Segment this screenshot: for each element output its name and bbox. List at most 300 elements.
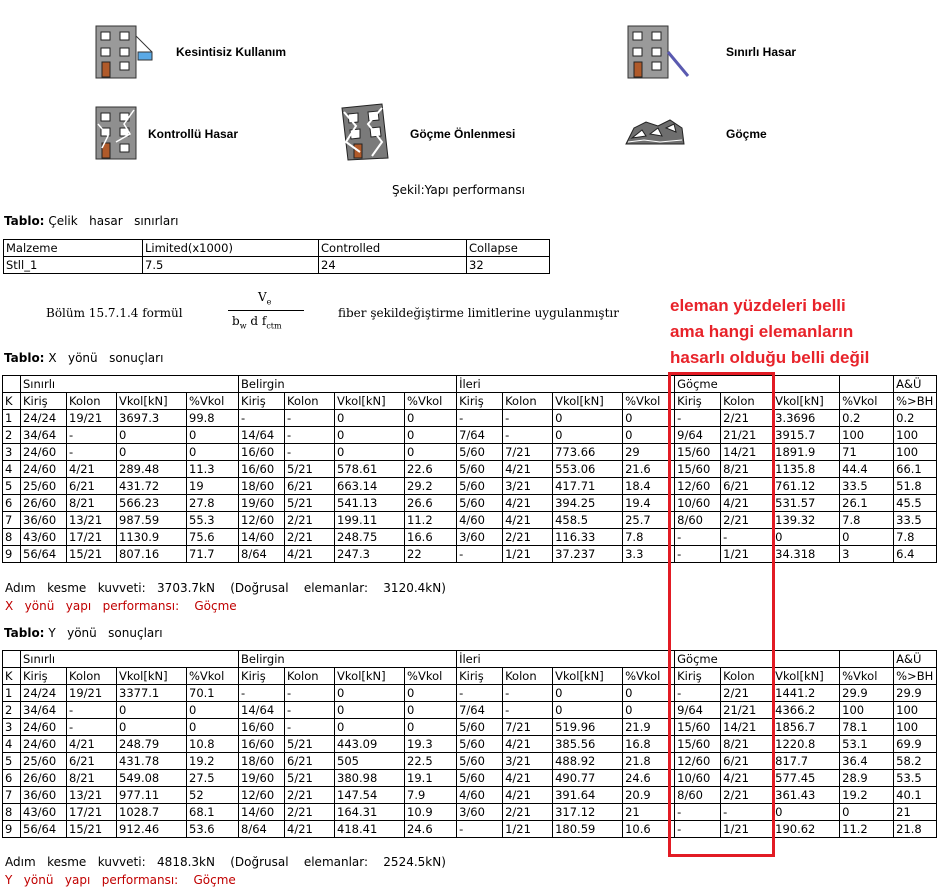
table-cell: -	[285, 427, 335, 444]
table-cell: 51.8	[894, 478, 937, 495]
table-row	[3, 495, 937, 512]
gocme-highlight-box	[668, 372, 775, 857]
table-cell: -	[457, 685, 503, 702]
table-header-cell: Vkol[kN]	[553, 393, 623, 410]
table-cell: 4/21	[503, 495, 553, 512]
table-cell: 0	[335, 702, 405, 719]
table-cell: 0	[335, 444, 405, 461]
formula-denominator-w: w	[239, 321, 247, 331]
table-header-cell: Kolon	[503, 668, 553, 685]
table-cell: 247.3	[335, 546, 405, 563]
table-cell: 5/60	[457, 461, 503, 478]
table-cell: 4/60	[457, 512, 503, 529]
table-cell: 24.6	[623, 770, 675, 787]
table-header-cell: Kiriş	[457, 393, 503, 410]
table-cell: -	[285, 719, 335, 736]
table-cell: 21.8	[623, 753, 675, 770]
table-cell: 19.3	[405, 736, 457, 753]
table-cell: 100	[894, 719, 937, 736]
table-cell: 3/60	[457, 804, 503, 821]
table-cell: 0.2	[894, 410, 937, 427]
table-cell: 317.12	[553, 804, 623, 821]
table-cell: 912.46	[117, 821, 187, 838]
group-header-cell: İleri	[457, 376, 675, 393]
table-cell: 5/60	[457, 478, 503, 495]
annotation-line-3: hasarlı olduğu belli değil	[670, 348, 870, 367]
group-header-cell: Göçme	[675, 376, 773, 393]
table-header-cell: %Vkol	[405, 393, 457, 410]
table-cell: 1441.2	[773, 685, 840, 702]
table-cell: 44.4	[840, 461, 894, 478]
table-cell: 1	[3, 410, 21, 427]
formula-numerator-sub: e	[266, 297, 272, 307]
table-cell: 22	[405, 546, 457, 563]
table-cell: 987.59	[117, 512, 187, 529]
x-table-title-text: X yönü sonuçları	[48, 351, 164, 365]
table-cell: 7/64	[457, 427, 503, 444]
table-cell: 5/21	[285, 495, 335, 512]
table-cell: 9/64	[675, 702, 721, 719]
table-cell: 11.2	[405, 512, 457, 529]
table-cell: 458.5	[553, 512, 623, 529]
table-cell: 391.64	[553, 787, 623, 804]
table-cell: 26.6	[405, 495, 457, 512]
table-header-row	[4, 240, 550, 257]
table-header-cell: Kiriş	[675, 668, 721, 685]
building-controlled-damage-icon	[94, 104, 146, 162]
table-cell: 248.79	[117, 736, 187, 753]
table-cell: 29	[623, 444, 675, 461]
table-cell: 431.72	[117, 478, 187, 495]
table-cell: 37.237	[553, 546, 623, 563]
table-cell: 380.98	[335, 770, 405, 787]
table-row	[3, 719, 937, 736]
table-cell: -	[67, 427, 117, 444]
table-header-cell: Kolon	[285, 393, 335, 410]
table-cell: 71	[840, 444, 894, 461]
table-cell: -	[675, 804, 721, 821]
table-cell: 6/21	[67, 478, 117, 495]
table-cell: 43/60	[21, 804, 67, 821]
table-cell: 8/21	[67, 495, 117, 512]
table-cell: -	[239, 685, 285, 702]
table-cell: 1/21	[503, 546, 553, 563]
table-cell: 9	[3, 821, 21, 838]
x-performance-result: X yönü yapı performansı: Göçme	[5, 599, 237, 613]
table-cell: 519.96	[553, 719, 623, 736]
table-cell: 2/21	[285, 804, 335, 821]
table-header-cell: Kolon	[67, 668, 117, 685]
table-header-cell: Kolon	[503, 393, 553, 410]
table-header-cell: %Vkol	[623, 393, 675, 410]
table-cell: 10/60	[675, 770, 721, 787]
table-cell: 4366.2	[773, 702, 840, 719]
table-cell: 14/21	[721, 444, 773, 461]
formula-numerator	[258, 290, 271, 306]
y-direction-results-table	[2, 650, 937, 838]
table-row	[3, 702, 937, 719]
table-cell: 773.66	[553, 444, 623, 461]
table-cell: 7.9	[405, 787, 457, 804]
table-cell: 4/21	[67, 461, 117, 478]
table-cell: -	[67, 702, 117, 719]
table-cell: 14/21	[721, 719, 773, 736]
table-cell: 21.9	[623, 719, 675, 736]
table-cell: 21	[623, 804, 675, 821]
table-cell: -	[503, 410, 553, 427]
table-cell: 6	[3, 495, 21, 512]
table-header-cell: %Vkol	[187, 668, 239, 685]
table-cell: 21.8	[894, 821, 937, 838]
table-cell: 0	[117, 427, 187, 444]
table-cell: 2	[3, 702, 21, 719]
table-cell: 8/21	[721, 461, 773, 478]
table-row	[3, 685, 937, 702]
table-cell: 29.9	[894, 685, 937, 702]
table-cell: 34.318	[773, 546, 840, 563]
table-header-cell: Vkol[kN]	[335, 393, 405, 410]
table-cell: 3/21	[503, 478, 553, 495]
table-header-cell: %>BH	[894, 393, 937, 410]
table-cell: 566.23	[117, 495, 187, 512]
table-cell: 0	[773, 529, 840, 546]
table-header-cell: Collapse	[467, 240, 550, 257]
table-cell: 5/60	[457, 444, 503, 461]
table-row	[3, 770, 937, 787]
table-row	[3, 478, 937, 495]
table-cell: 3/60	[457, 529, 503, 546]
table-cell: 7.5	[143, 257, 319, 274]
table-cell: 3697.3	[117, 410, 187, 427]
table-cell: 2	[3, 427, 21, 444]
table-cell: 4	[3, 736, 21, 753]
formula-numerator-var: V	[258, 290, 267, 304]
table-cell: 2/21	[285, 512, 335, 529]
table-cell: 56/64	[21, 546, 67, 563]
table-cell: 25/60	[21, 478, 67, 495]
table-cell: 18.4	[623, 478, 675, 495]
table-cell: 36.4	[840, 753, 894, 770]
formula-denominator-d: d f	[250, 314, 267, 328]
table-header-cell: Controlled	[319, 240, 467, 257]
y-shear-summary: Adım kesme kuvveti: 4818.3kN (Doğrusal elemanlar: 2524.5kN)	[5, 855, 446, 869]
table-cell: 1/21	[503, 821, 553, 838]
table-cell: 8/60	[675, 787, 721, 804]
y-table-title-text: Y yönü sonuçları	[48, 626, 163, 640]
table-cell: 75.6	[187, 529, 239, 546]
table-cell: 14/64	[239, 702, 285, 719]
formula-fraction-bar	[228, 310, 304, 311]
table-cell: 6/21	[67, 753, 117, 770]
table-cell: 385.56	[553, 736, 623, 753]
y-performance-result: Y yönü yapı performansı: Göçme	[5, 873, 236, 887]
table-cell: 807.16	[117, 546, 187, 563]
table-cell: 2/21	[721, 787, 773, 804]
group-header-cell: Sınırlı	[21, 376, 239, 393]
table-cell: 0	[553, 702, 623, 719]
table-cell: 19.1	[405, 770, 457, 787]
table-cell: 15/60	[675, 719, 721, 736]
table-cell: 13/21	[67, 787, 117, 804]
table-cell: 5/60	[457, 770, 503, 787]
legend-label-collapse-prevention: Göçme Önlenmesi	[410, 127, 516, 141]
table-header-cell: %Vkol	[623, 668, 675, 685]
table-cell: 663.14	[335, 478, 405, 495]
table-cell: 78.1	[840, 719, 894, 736]
table-cell: 4/21	[67, 736, 117, 753]
table-cell: 8/60	[675, 512, 721, 529]
table-cell: 4/21	[503, 736, 553, 753]
table-cell: 8/21	[721, 736, 773, 753]
table-cell: 541.13	[335, 495, 405, 512]
table-cell: 10/60	[675, 495, 721, 512]
table-cell: 0.2	[840, 410, 894, 427]
table-cell: 9	[3, 546, 21, 563]
table-cell: 431.78	[117, 753, 187, 770]
table-cell: 24	[319, 257, 467, 274]
table-header-cell: Kiriş	[239, 393, 285, 410]
table-cell: 8/64	[239, 546, 285, 563]
table-cell: 16/60	[239, 461, 285, 478]
steel-table-title	[4, 214, 179, 228]
table-cell: 18/60	[239, 753, 285, 770]
table-header-cell: Kolon	[721, 668, 773, 685]
table-cell: 17/21	[67, 529, 117, 546]
table-cell: 24/60	[21, 461, 67, 478]
table-cell: 0	[335, 427, 405, 444]
table-cell: 25.7	[623, 512, 675, 529]
table-cell: 69.9	[894, 736, 937, 753]
table-cell: 10.9	[405, 804, 457, 821]
table-cell: 0	[335, 719, 405, 736]
table-cell: 8/21	[67, 770, 117, 787]
table-cell: -	[503, 702, 553, 719]
table-row	[3, 787, 937, 804]
table-cell: 22.5	[405, 753, 457, 770]
building-collapsed-icon	[624, 114, 686, 148]
table-header-cell: K	[3, 668, 21, 685]
table-cell: 199.11	[335, 512, 405, 529]
table-cell: 147.54	[335, 787, 405, 804]
table-cell: 24.6	[405, 821, 457, 838]
building-intact-icon	[94, 22, 158, 82]
table-cell: 99.8	[187, 410, 239, 427]
x-shear-summary: Adım kesme kuvveti: 3703.7kN (Doğrusal elemanlar: 3120.4kN)	[5, 581, 446, 595]
table-cell: 0	[840, 529, 894, 546]
table-cell: -	[285, 685, 335, 702]
table-cell: 0	[405, 685, 457, 702]
table-cell: 4/21	[285, 821, 335, 838]
table-cell: 577.45	[773, 770, 840, 787]
table-cell: -	[67, 444, 117, 461]
table-cell: 58.2	[894, 753, 937, 770]
table-row	[3, 427, 937, 444]
table-cell: 29.9	[840, 685, 894, 702]
table-cell: 26/60	[21, 770, 67, 787]
table-cell: 28.9	[840, 770, 894, 787]
table-cell: 0	[335, 685, 405, 702]
table-cell: 19/60	[239, 770, 285, 787]
table-cell: 45.5	[894, 495, 937, 512]
table-cell: 21/21	[721, 702, 773, 719]
table-header-cell: K	[3, 393, 21, 410]
table-cell: 12/60	[675, 478, 721, 495]
table-header-row	[3, 393, 937, 410]
group-header-cell	[3, 376, 21, 393]
table-cell: 70.1	[187, 685, 239, 702]
table-cell: 24/60	[21, 719, 67, 736]
table-cell: 15/60	[675, 736, 721, 753]
table-cell: 361.43	[773, 787, 840, 804]
table-cell: 32	[467, 257, 550, 274]
table-cell: 0	[117, 719, 187, 736]
table-cell: 34/64	[21, 427, 67, 444]
legend-label-limited: Sınırlı Hasar	[726, 45, 797, 59]
table-cell: 5/60	[457, 736, 503, 753]
table-cell: 4/21	[721, 770, 773, 787]
table-cell: 531.57	[773, 495, 840, 512]
table-cell: 12/60	[239, 512, 285, 529]
table-cell: 116.33	[553, 529, 623, 546]
table-cell: 43/60	[21, 529, 67, 546]
table-cell: 15/60	[675, 444, 721, 461]
table-cell: 5/60	[457, 719, 503, 736]
table-header-cell: Kiriş	[457, 668, 503, 685]
group-header-cell: Belirgin	[239, 376, 457, 393]
table-cell: 4	[3, 461, 21, 478]
group-header-cell	[773, 376, 840, 393]
table-cell: 5/21	[285, 461, 335, 478]
table-cell: -	[721, 529, 773, 546]
table-header-cell: Vkol[kN]	[773, 668, 840, 685]
table-cell: 4/21	[503, 770, 553, 787]
table-cell: 11.3	[187, 461, 239, 478]
formula-prefix: Bölüm 15.7.1.4 formül	[46, 306, 183, 320]
table-cell: 0	[553, 685, 623, 702]
table-cell: 2/21	[721, 410, 773, 427]
table-cell: 9/64	[675, 427, 721, 444]
steel-limits-table	[3, 239, 550, 274]
table-cell: 40.1	[894, 787, 937, 804]
table-cell: -	[457, 546, 503, 563]
table-cell: 2/21	[721, 685, 773, 702]
table-cell: 4/21	[503, 787, 553, 804]
table-cell: 55.3	[187, 512, 239, 529]
table-cell: 977.11	[117, 787, 187, 804]
table-cell: 3	[840, 546, 894, 563]
y-table-title	[4, 626, 163, 640]
table-header-cell: Malzeme	[4, 240, 143, 257]
table-cell: 6	[3, 770, 21, 787]
table-cell: 0	[405, 410, 457, 427]
table-cell: 2/21	[285, 529, 335, 546]
group-header-cell	[840, 376, 894, 393]
steel-table-title-prefix: Tablo:	[4, 214, 45, 228]
table-cell: -	[675, 529, 721, 546]
table-cell: 26.1	[840, 495, 894, 512]
table-row	[3, 461, 937, 478]
table-cell: 180.59	[553, 821, 623, 838]
table-cell: 53.6	[187, 821, 239, 838]
table-cell: -	[675, 821, 721, 838]
table-cell: 190.62	[773, 821, 840, 838]
table-cell: 5	[3, 753, 21, 770]
table-cell: 100	[894, 702, 937, 719]
table-cell: 7	[3, 787, 21, 804]
table-cell: 7/21	[503, 444, 553, 461]
table-cell: 19/21	[67, 410, 117, 427]
table-cell: 1	[3, 685, 21, 702]
table-cell: 5/60	[457, 495, 503, 512]
table-cell: 7/64	[457, 702, 503, 719]
table-cell: 18/60	[239, 478, 285, 495]
group-header-row	[3, 376, 937, 393]
table-cell: 15/21	[67, 821, 117, 838]
table-cell: 505	[335, 753, 405, 770]
table-cell: 0	[623, 410, 675, 427]
table-cell: 2/21	[285, 787, 335, 804]
table-cell: 4/60	[457, 787, 503, 804]
table-cell: 1028.7	[117, 804, 187, 821]
steel-table-title-text: Çelik hasar sınırları	[48, 214, 179, 228]
table-cell: 33.5	[840, 478, 894, 495]
table-cell: 68.1	[187, 804, 239, 821]
table-cell: 16.8	[623, 736, 675, 753]
table-cell: 19.2	[187, 753, 239, 770]
table-cell: 15/21	[67, 546, 117, 563]
table-cell: 66.1	[894, 461, 937, 478]
annotation-note	[670, 293, 869, 371]
table-cell: -	[239, 410, 285, 427]
table-cell: 52	[187, 787, 239, 804]
table-cell: -	[457, 821, 503, 838]
table-header-cell: Kiriş	[239, 668, 285, 685]
table-cell: 19.4	[623, 495, 675, 512]
group-header-cell	[840, 651, 894, 668]
formula-suffix: fiber şekildeğiştirme limitlerine uygulanmıştır	[338, 306, 619, 320]
table-cell: 2/21	[721, 512, 773, 529]
y-table-title-prefix: Tablo:	[4, 626, 45, 640]
table-cell: 24/24	[21, 685, 67, 702]
table-cell: -	[675, 410, 721, 427]
table-header-cell: %Vkol	[187, 393, 239, 410]
table-cell: 0	[187, 719, 239, 736]
table-cell: 5	[3, 478, 21, 495]
table-cell: -	[503, 427, 553, 444]
table-cell: 0	[187, 702, 239, 719]
table-header-cell: %Vkol	[840, 393, 894, 410]
table-cell: 8/64	[239, 821, 285, 838]
table-cell: 71.7	[187, 546, 239, 563]
table-cell: 139.32	[773, 512, 840, 529]
table-cell: 0	[405, 719, 457, 736]
table-cell: 16.6	[405, 529, 457, 546]
x-direction-results-table	[2, 375, 937, 563]
table-header-cell: %>BH	[894, 668, 937, 685]
table-cell: 817.7	[773, 753, 840, 770]
table-cell: 12/60	[675, 753, 721, 770]
formula-denominator-ctm: ctm	[266, 321, 282, 331]
table-cell: 17/21	[67, 804, 117, 821]
table-row	[3, 804, 937, 821]
table-cell: 6/21	[285, 753, 335, 770]
table-cell: 248.75	[335, 529, 405, 546]
table-cell: 3	[3, 444, 21, 461]
table-cell: 443.09	[335, 736, 405, 753]
table-cell: 0	[553, 410, 623, 427]
group-header-cell: Göçme	[675, 651, 773, 668]
table-cell: 1/21	[721, 546, 773, 563]
